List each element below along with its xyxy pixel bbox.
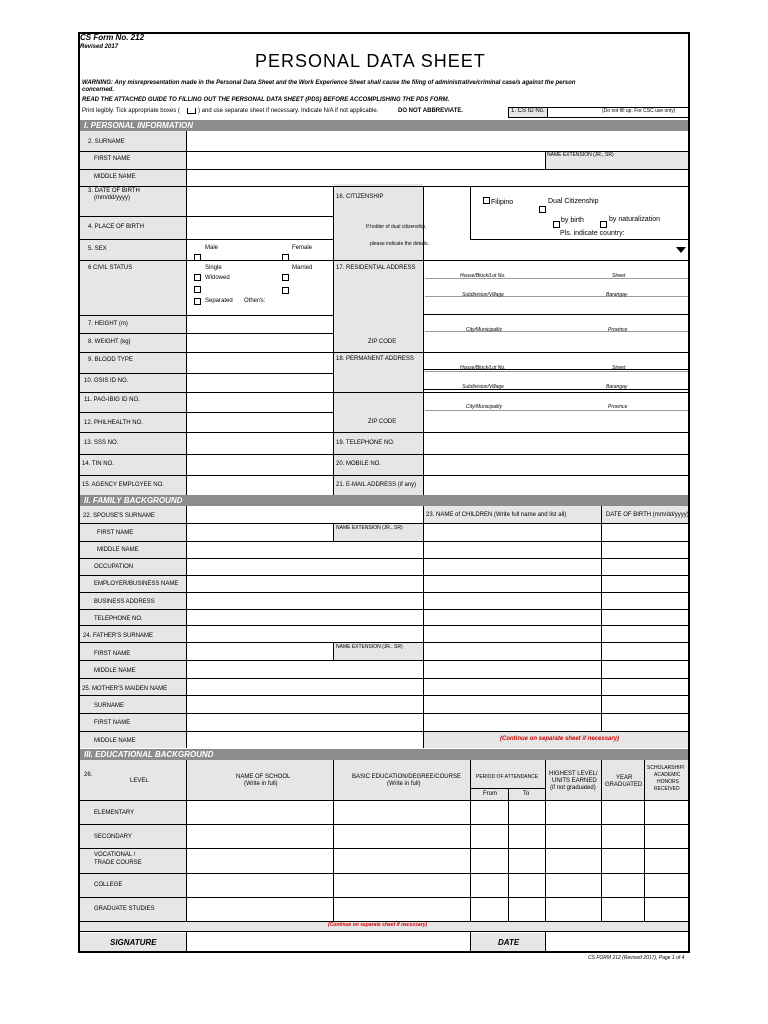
spouse-surname-label: 22. SPOUSE'S SURNAME [83,513,155,519]
filipino-label: Filipino [491,199,514,206]
res-barangay-label: Barangay [606,292,628,298]
res-province-label: Province [608,327,628,333]
father-name-extension-label: NAME EXTENSION (JR., SR) [336,644,403,650]
res-house-label: House/Block/Lot No. [460,273,506,279]
section-personal-information: I. PERSONAL INFORMATION [80,120,688,131]
spouse-first-name-label: FIRST NAME [97,530,134,536]
perm-street-label: Street [612,365,626,371]
others-label: Other/s: [244,298,266,304]
dual-note-2: please indicate the details. [370,241,429,247]
filipino-checkbox[interactable] [483,197,490,204]
by-birth-label: by birth [561,217,584,224]
education-number: 26. [84,772,93,778]
graduate-studies-label: GRADUATE STUDIES [94,906,155,912]
scholarship-header: SCHOLARSHIP/ [647,765,685,771]
email-label: 21. E-MAIL ADDRESS (if any) [336,482,417,488]
level-header: LEVEL [130,778,149,784]
signature-field[interactable] [187,932,469,950]
csc-use-only-note: (Do not fill up. For CSC use only) [602,108,676,114]
sample-checkbox-icon [187,108,196,114]
vocational-label: VOCATIONAL / [94,852,136,858]
occupation-label: OCCUPATION [94,564,134,570]
father-surname-label: 24. FATHER'S SURNAME [83,633,154,639]
country-select[interactable] [470,240,688,260]
single-label: Single [205,265,222,271]
school-header: NAME OF SCHOOL [236,774,291,780]
dob-label: 3. DATE OF BIRTH [88,188,140,194]
signature-label: SIGNATURE [110,938,157,947]
pagibig-label: 11. PAG-IBIG ID NO. [84,397,140,403]
single-checkbox[interactable] [194,274,201,281]
mother-first-name-label: FIRST NAME [94,720,131,726]
year-header: YEAR [616,775,633,781]
period-header: PERIOD OF ATTENDANCE [476,774,539,780]
pls-indicate-country: Pls. indicate country: [560,230,625,237]
res-subdivision-label: Subdivision/Village [462,292,504,298]
name-extension-label: NAME EXTENSION (JR., SR) [547,152,614,158]
page-footer-note: CS FORM 212 (Revised 2017), Page 1 of 4 [588,955,685,961]
form-revised: Revised 2017 [80,44,119,50]
dob-format: (mm/dd/yyyy) [94,195,130,201]
middle-name-label: MIDDLE NAME [94,174,136,180]
received-header: RECEIVED [654,786,680,792]
school-header-sub: (Write in full) [244,781,278,787]
by-naturalization-label: by naturalization [609,216,660,223]
perm-zip-label: ZIP CODE [368,419,397,425]
citizenship-label: 16. CITIZENSHIP [336,194,384,200]
married-label: Married [292,265,313,271]
agency-employee-label: 15. AGENCY EMPLOYEE NO. [82,482,164,488]
units-earned-header: UNITS EARNED [552,778,597,784]
graduated-header: GRADUATED [605,782,643,788]
date-label: DATE [498,938,520,947]
perm-house-label: House/Block/Lot No. [460,365,506,371]
sex-label: 5. SEX [88,246,107,252]
elementary-label: ELEMENTARY [94,810,135,816]
male-label: Male [205,245,219,251]
spouse-telephone-label: TELEPHONE NO. [94,616,143,622]
sss-label: 13. SSS NO. [84,440,119,446]
address-label-column [333,260,423,495]
do-not-abbreviate: DO NOT ABBREVIATE. [398,108,464,114]
female-checkbox[interactable] [282,254,289,261]
family-continue-note: (Continue on separate sheet if necessary) [500,736,620,742]
course-header: BASIC EDUCATION/DEGREE/COURSE [352,774,461,780]
form-number: CS Form No. 212 [80,33,145,42]
philhealth-label: 12. PHILHEALTH NO. [84,420,143,426]
married-checkbox[interactable] [282,274,289,281]
blood-type-label: 9. BLOOD TYPE [88,357,133,363]
widowed-label: Widowed [205,275,230,281]
separated-checkbox[interactable] [282,287,289,294]
employer-label: EMPLOYER/BUSINESS NAME [94,581,179,587]
academic-header: ACADEMIC [654,772,681,778]
male-checkbox[interactable] [194,254,201,261]
mother-maiden-label: 25. MOTHER'S MAIDEN NAME [82,686,168,692]
widowed-checkbox[interactable] [194,286,201,293]
print-legibly-text-b: ) and use separate sheet if necessary. Indicate N/A if not applicable. [198,108,379,114]
separated-label: Separated [205,298,233,304]
honors-header: HONORS [657,779,679,785]
tin-label: 14. TIN NO. [82,461,114,467]
perm-province-label: Province [608,404,628,410]
telephone-label: 19. TELEPHONE NO. [336,440,395,446]
business-address-label: BUSINESS ADDRESS [94,599,155,605]
cs-id-label: 1. CS ID No. [511,108,545,114]
mobile-label: 20. MOBILE NO. [336,461,382,467]
others-checkbox[interactable] [194,298,201,305]
by-birth-checkbox[interactable] [553,221,560,228]
permanent-address-label: 18. PERMANENT ADDRESS [336,356,414,362]
mother-surname-label: SURNAME [94,703,125,709]
children-label: 23. NAME of CHILDREN (Write full name and list all) [426,512,567,518]
weight-label: 8. WEIGHT (kg) [88,339,131,345]
children-dob-label: DATE OF BIRTH (mm/dd/yyyy) [606,512,689,518]
dual-note-1: If holder of dual citizenship, [366,224,427,230]
spouse-name-extension-label: NAME EXTENSION (JR., SR) [336,525,403,531]
education-continue-note: (Continue on separate sheet if necessary) [328,922,428,928]
dual-citizenship-checkbox[interactable] [539,206,546,213]
not-graduated-header: (if not graduated) [550,785,596,791]
dual-citizenship-label: Dual Citizenship [548,198,599,205]
course-header-sub: (Write in full) [387,781,421,787]
perm-subdivision-label: Subdivision/Village [462,384,504,390]
surname-label: 2. SURNAME [88,139,125,145]
res-city-label: City/Municipality [466,327,503,333]
warning-text-cont: concerned. [82,87,115,93]
print-legibly-text: Print legibly. Tick appropriate boxes ( [82,108,180,114]
perm-barangay-label: Barangay [606,384,628,390]
height-label: 7. HEIGHT (m) [88,321,128,327]
highest-level-header: HIGHEST LEVEL/ [549,771,598,777]
from-header: From [483,791,497,797]
warning-text: WARNING: Any misrepresentation made in the Personal Data Sheet and the Work Experience Sheet shall cause the filing of administrative/criminal case/s against the person [82,80,576,86]
civil-status-label: 6 CIVIL STATUS [88,265,133,271]
father-first-name-label: FIRST NAME [94,651,131,657]
college-label: COLLEGE [94,882,123,888]
date-field[interactable] [546,932,687,950]
res-street-label: Street [612,273,626,279]
by-naturalization-checkbox[interactable] [600,221,607,228]
first-name-label: FIRST NAME [94,156,131,162]
spouse-middle-name-label: MIDDLE NAME [97,547,139,553]
page-title: PERSONAL DATA SHEET [255,51,486,71]
section-family-background: II. FAMILY BACKGROUND [80,495,688,506]
read-guide-text: READ THE ATTACHED GUIDE TO FILLING OUT THE PERSONAL DATA SHEET (PDS) BEFORE ACCOMPLISHING THE PDS FORM. [82,97,450,103]
res-zip-label: ZIP CODE [368,339,397,345]
female-label: Female [292,245,313,251]
place-of-birth-label: 4. PLACE OF BIRTH [88,224,144,230]
to-header: To [523,791,530,797]
mother-middle-name-label: MIDDLE NAME [94,738,136,744]
father-middle-name-label: MIDDLE NAME [94,668,136,674]
residential-address-label: 17. RESIDENTIAL ADDRESS [336,265,416,271]
family-label-column [80,506,186,748]
secondary-label: SECONDARY [94,834,132,840]
gsis-label: 10. GSIS ID NO. [84,378,129,384]
perm-city-label: City/Municipality [466,404,503,410]
trade-course-label: TRADE COURSE [94,860,142,866]
dropdown-arrow-icon[interactable] [676,247,686,253]
pds-form [78,32,690,953]
section-educational-background: III. EDUCATIONAL BACKGROUND [80,749,688,760]
